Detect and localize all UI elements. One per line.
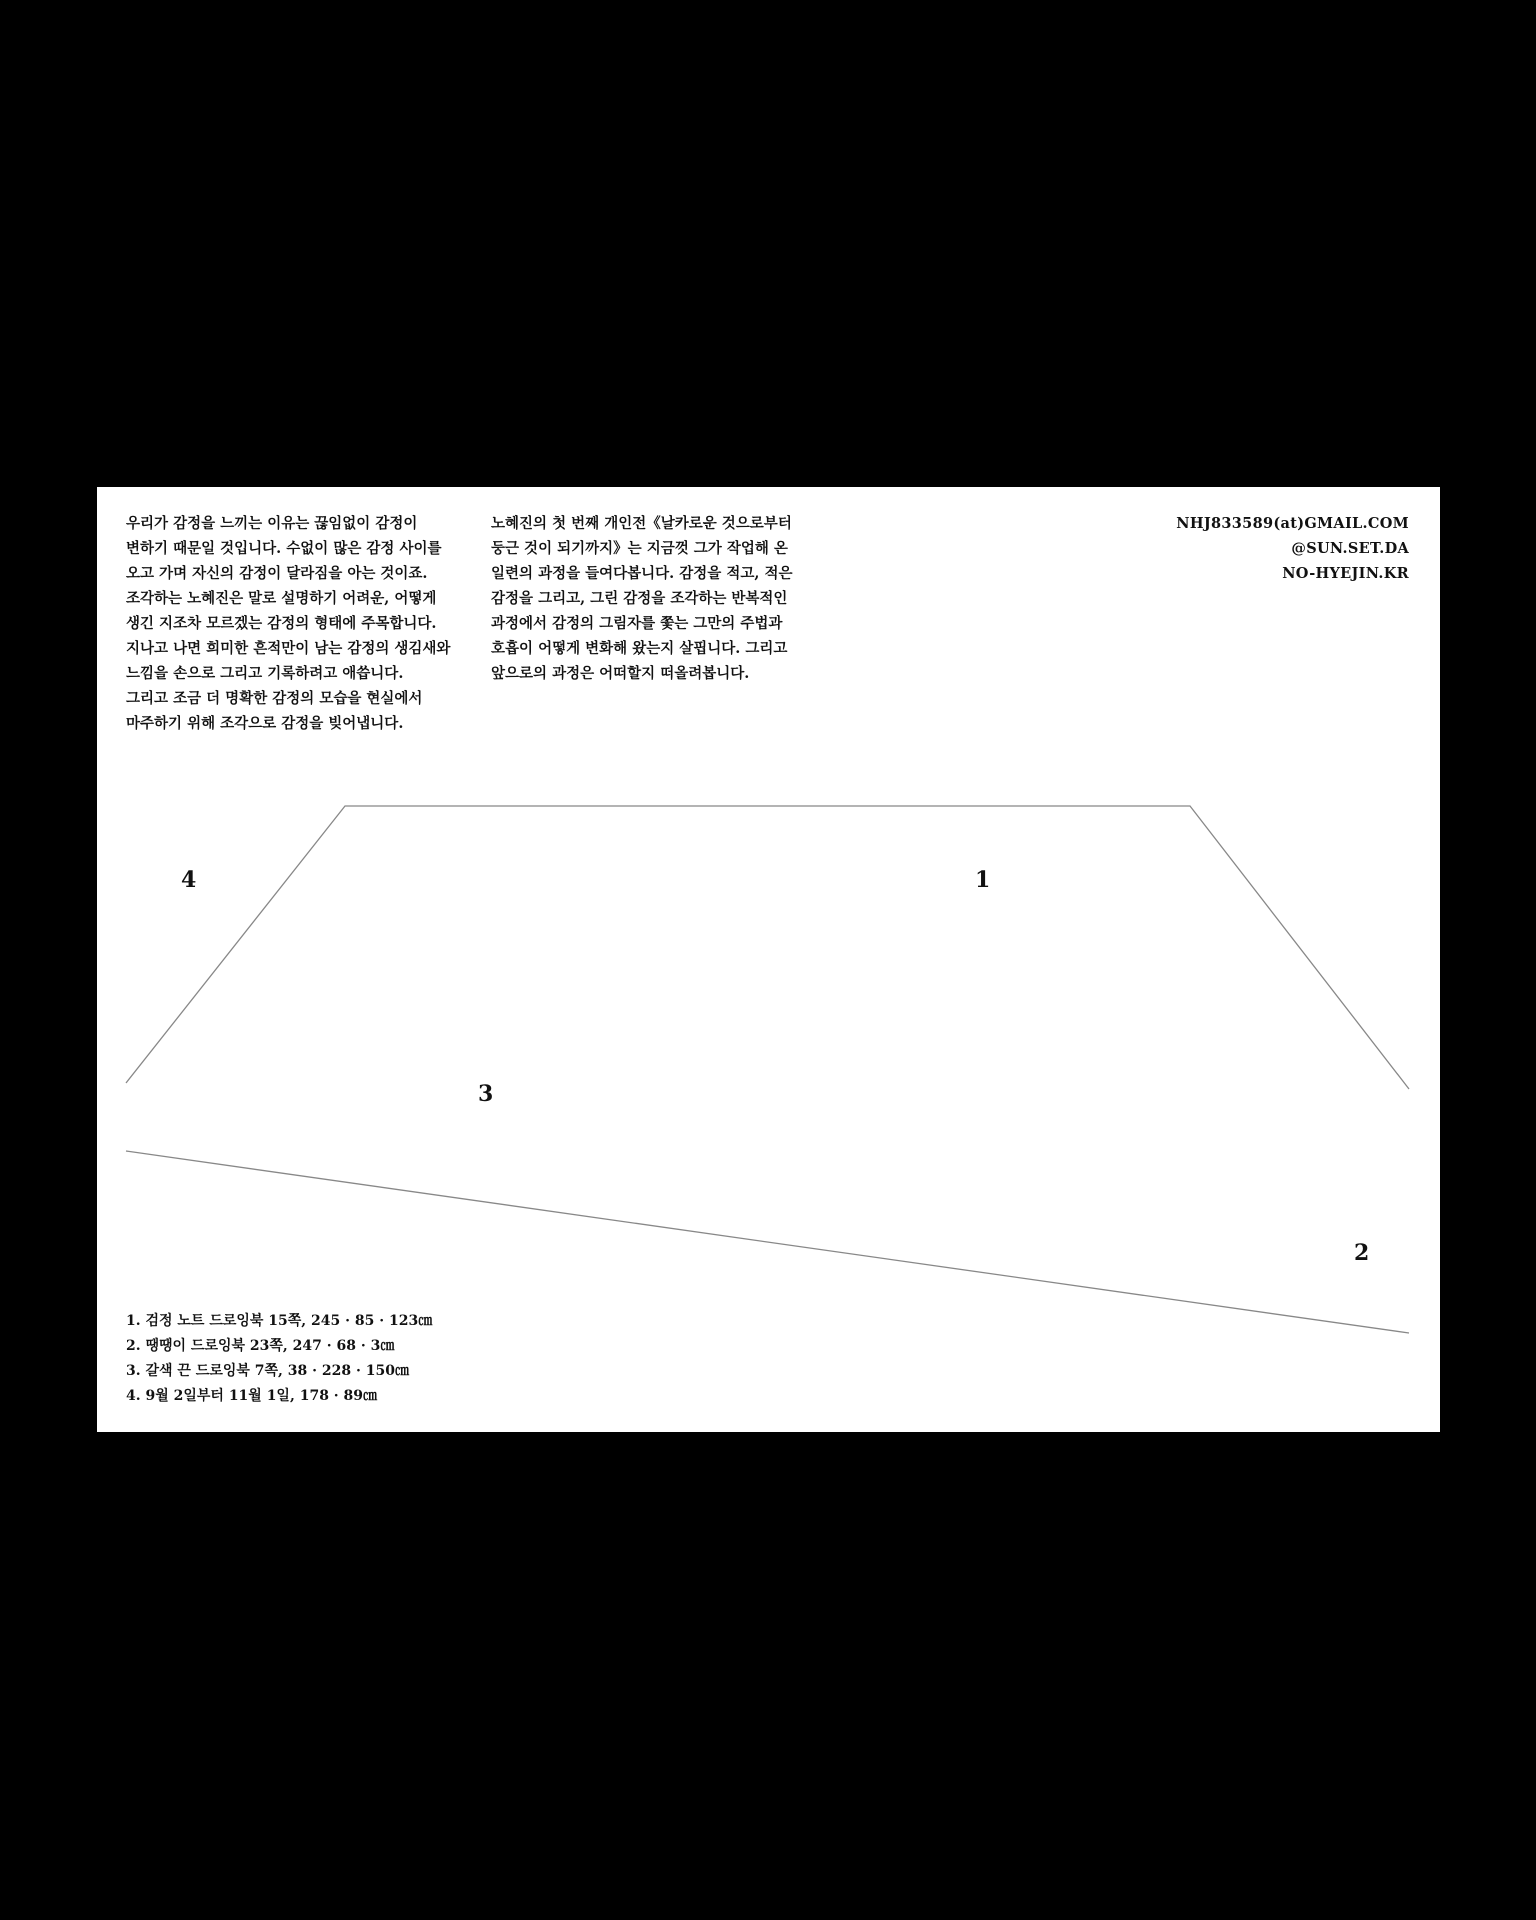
instagram-link[interactable]: @SUN.SET.DA [1291,540,1409,557]
intro-line: 변하기 때문일 것입니다. 수없이 많은 감정 사이를 [126,540,442,557]
caption-item: 3. 갈색 끈 드로잉북 7쪽, 38 · 228 · 150㎝ [126,1363,409,1379]
intro-line: 노혜진의 첫 번째 개인전《날카로운 것으로부터 [491,515,792,532]
diagram-label-2: 2 [1354,1240,1370,1266]
intro-line: 둥근 것이 되기까지》는 지금껏 그가 작업해 온 [491,540,788,557]
website-link[interactable]: NO-HYEJIN.KR [1282,565,1409,582]
diagram-label-3: 3 [478,1081,494,1107]
diagram-label-4: 4 [181,867,197,893]
caption-item: 1. 검정 노트 드로잉북 15쪽, 245 · 85 · 123㎝ [126,1313,433,1329]
intro-line: 느낌을 손으로 그리고 기록하려고 애씁니다. [126,665,404,682]
intro-line: 오고 가며 자신의 감정이 달라짐을 아는 것이죠. [126,565,428,582]
plan-outline-upper [126,806,1409,1089]
email-link[interactable]: NHJ833589(at)GMAIL.COM [1176,515,1409,532]
intro-line: 호흡이 어떻게 변화해 왔는지 살핍니다. 그리고 [491,640,788,657]
poster-sheet [97,487,1440,1432]
artwork-captions [126,1309,432,1409]
intro-line: 그리고 조금 더 명확한 감정의 모습을 현실에서 [126,690,423,707]
intro-line: 생긴 지조차 모르겠는 감정의 형태에 주목합니다. [126,615,437,632]
caption-item: 4. 9월 2일부터 11월 1일, 178 · 89㎝ [126,1388,378,1404]
intro-line: 감정을 그리고, 그린 감정을 조각하는 반복적인 [491,590,788,607]
intro-line: 일련의 과정을 들여다봅니다. 감정을 적고, 적은 [491,565,793,582]
caption-item: 2. 땡땡이 드로잉북 23쪽, 247 · 68 · 3㎝ [126,1338,395,1354]
diagram-label-1: 1 [975,867,991,893]
intro-line: 조각하는 노혜진은 말로 설명하기 어려운, 어떻게 [126,590,437,607]
intro-line: 지나고 나면 희미한 흔적만이 남는 감정의 생김새와 [126,640,451,657]
floor-plan-diagram [97,487,1440,1432]
intro-line: 과정에서 감정의 그림자를 쫓는 그만의 주법과 [491,615,783,632]
intro-line: 앞으로의 과정은 어떠할지 떠올려봅니다. [491,665,750,682]
plan-outline-lower [126,1151,1409,1333]
intro-line: 마주하기 위해 조각으로 감정을 빚어냅니다. [126,715,404,732]
intro-line: 우리가 감정을 느끼는 이유는 끊임없이 감정이 [126,515,418,532]
